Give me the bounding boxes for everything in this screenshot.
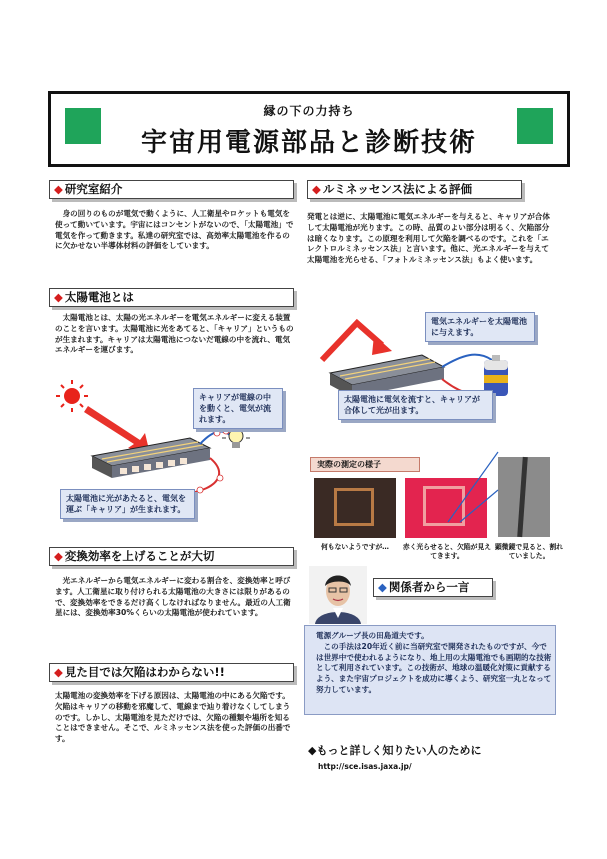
efficiency-text: 光エネルギーから電気エネルギーに変わる割合を、変換効率と呼びます。人工衛星に取り付けられる太陽電池の大きさには限りがあるので、変換効率をできるだけ高くしなければなりません。最近の人工衛星には、変換効率30%くらいの太陽電池が使われています。 xyxy=(55,576,291,618)
diamond-icon: ◆ xyxy=(54,665,63,679)
callout-carrier: 太陽電池に光があたると、電気を運ぶ「キャリア」が生まれます。 xyxy=(60,489,195,519)
solar-cell-text: 太陽電池とは、太陽の光エネルギーを電気エネルギーに変える装置のことを言います。太陽電池に光をあてると、「キャリア」というものが生まれます。キャリアは太陽電池につないだ電線の中を流れ、電気エネルギーを運びます。 xyxy=(55,313,294,355)
defects-text: 太陽電池の変換効率を下げる原因は、太陽電池の中にある欠陥です。欠陥はキャリアの移動を邪魔して、電線まで辿り着けなくしてしまうのです。しかし、太陽電池を見ただけでは、欠陥の種類や場所を知ることはできません。そこで、ルミネッセンス法を使った評価の出番です。 xyxy=(55,691,291,744)
photo-dark-cell xyxy=(314,478,396,538)
page-title: 宇宙用電源部品と診断技術 xyxy=(140,128,477,158)
section-heading-efficiency: ◆ 変換効率を上げることが大切 xyxy=(49,547,294,566)
photo-caption-3: 顕微鏡で見ると、割れていました。 xyxy=(495,543,563,560)
diamond-icon: ◆ xyxy=(54,290,63,304)
photo-caption-1: 何もないようですが… xyxy=(321,543,389,551)
diamond-icon: ◆ xyxy=(54,549,63,563)
section-heading-solar-cell: ◆ 太陽電池とは xyxy=(49,288,294,307)
diamond-icon: ◆ xyxy=(312,182,321,196)
section-heading-luminescence: ◆ ルミネッセンス法による評価 xyxy=(307,180,522,199)
section-heading-staff-comment: ◆ 関係者から一言 xyxy=(373,578,493,597)
section-heading-defects: ◆ 見た目では欠陥はわからない!! xyxy=(49,663,294,682)
callout-give-energy: 電気エネルギーを太陽電池に与えます。 xyxy=(425,312,535,342)
sun-icon xyxy=(56,380,88,412)
page-header xyxy=(48,91,570,167)
page-subtitle: 縁の下の力持ち xyxy=(263,104,355,118)
photo-caption-2: 赤く光らせると、欠陥が見えてきます。 xyxy=(402,543,492,560)
lab-intro-text: 身の回りのものが電気で動くように、人工衛星やロケットも電気を使って動いています。宇宙にはコンセントがないので、「太陽電池」で電気を作って動きます。私達の研究室では、高効率太陽電池を作るのに欠かせない半導体材料の評価をしています。 xyxy=(55,209,294,251)
staff-comment-text: 電源グループ長の田島道夫です。 この手法は20年近く前に当研究室で開発されたものですが、今では世界中で使われるようになり、地上用の太陽電池でも画期的な技術として利用されています。この技術が、地球の温暖化対策に貢献するよう、また宇宙プロジェクトを成功に導くよう、研究室一丸となって努力しています。 xyxy=(316,631,552,694)
measurement-label: 実際の測定の様子 xyxy=(310,457,420,472)
diamond-icon: ◆ xyxy=(378,580,387,594)
more-info-heading: ◆もっと詳しく知りたい人のために xyxy=(308,744,482,757)
section-heading-lab-intro: ◆ 研究室紹介 xyxy=(49,180,294,199)
diamond-icon: ◆ xyxy=(54,182,63,196)
callout-carrier-flow: キャリアが電線の中を動くと、電気が流れます。 xyxy=(193,388,283,429)
staff-portrait xyxy=(309,566,367,624)
luminescence-text: 発電とは逆に、太陽電池に電気エネルギーを与えると、キャリアが合体して太陽電池が光ります。この時、品質のよい部分は明るく、欠陥部分は暗くなります。この原理を利用して欠陥を調べるのです。これを「エレクトロルミネッセンス法」と言います。他に、光エネルギーを与えて太陽電池を光らせる、「フォトルミネッセンス法」もよく使います。 xyxy=(307,212,550,265)
photo-microscope xyxy=(498,457,550,537)
more-info-link[interactable]: http://sce.isas.jaxa.jp/ xyxy=(318,762,412,771)
pointer-lines xyxy=(440,450,500,525)
callout-emit-light: 太陽電池に電気を流すと、キャリアが合体して光が出ます。 xyxy=(338,390,493,420)
